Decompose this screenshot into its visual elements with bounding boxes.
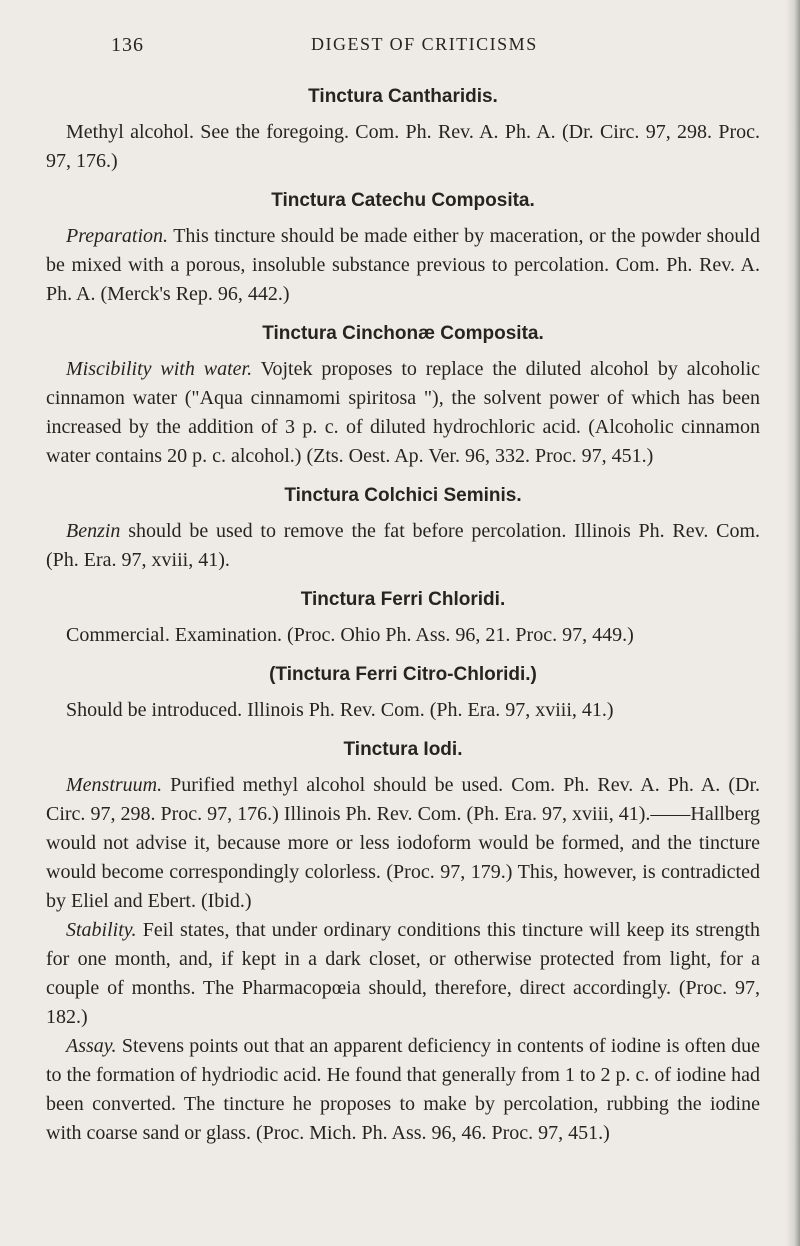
paragraph-lead-italic: Miscibility with water. — [66, 358, 253, 380]
entry-heading: Tinctura Cinchonæ Composita. — [262, 323, 544, 344]
paragraph-text: Stevens points out that an apparent deficiency in contents of iodine is often due to the formation of hydriodic acid. He found that generally from 1 to 2 p. c. of iodine had been converted. The tincture he proposes to make by percolation, rubbing the iodine with coarse sand or glass. (Proc. Mich. Ph. Ass. 96, 46. Proc. 97, 451.) — [46, 1035, 760, 1144]
paragraph-lead-italic: Stability. — [66, 919, 137, 941]
entry-heading: Tinctura Cantharidis. — [308, 86, 498, 107]
entry-paragraph — [46, 696, 760, 725]
running-head — [46, 34, 760, 74]
entry-section — [46, 323, 760, 471]
entry-paragraph — [46, 1032, 760, 1148]
entry-paragraph — [46, 355, 760, 471]
entry-paragraph — [46, 222, 760, 309]
entry-section — [46, 190, 760, 309]
page-content — [46, 0, 760, 1162]
entry-section — [46, 485, 760, 575]
entry-heading: (Tinctura Ferri Citro-Chloridi.) — [269, 664, 537, 685]
entry-paragraph — [46, 118, 760, 176]
entry-body — [46, 771, 760, 1148]
paragraph-text: should be used to remove the fat before percolation. Illinois Ph. Rev. Com. (Ph. Era. 97, xviii, 41). — [46, 520, 760, 571]
page-number: 136 — [111, 34, 144, 56]
entry-heading: Tinctura Colchici Seminis. — [284, 485, 522, 506]
entry-body — [46, 621, 760, 650]
entry-body — [46, 517, 760, 575]
paragraph-lead-italic: Benzin — [66, 520, 121, 542]
entry-heading: Tinctura Catechu Composita. — [271, 190, 535, 211]
entry-section — [46, 739, 760, 1148]
entry-section — [46, 664, 760, 725]
paragraph-lead-italic: Menstruum. — [66, 774, 163, 796]
entry-heading: Tinctura Ferri Chloridi. — [300, 589, 506, 610]
paragraph-text: Purified methyl alcohol should be used. Com. Ph. Rev. A. Ph. A. (Dr. Circ. 97, 298. Proc. 97, 176.) Illinois Ph. Rev. Com. (Ph. Era. 97, xviii, 41).——Hallberg would not advise it, because more or less iodoform would be formed, and the tincture would become correspondingly colorless. (Proc. 97, 179.) This, however, is contradicted by Eliel and Ebert. (Ibid.) — [46, 774, 760, 912]
paragraph-lead-italic: Preparation. — [66, 225, 169, 247]
paragraph-lead-italic: Assay. — [66, 1035, 117, 1057]
entry-body — [46, 355, 760, 471]
entry-section — [46, 589, 760, 650]
entry-paragraph — [46, 621, 760, 650]
paragraph-text: Vojtek proposes to replace the diluted alcohol by alcoholic cinnamon water ("Aqua cinnamomi spiritosa "), the solvent power of which has been increased by the addition of 3 p. c. of diluted hydrochloric acid. (Alcoholic cinnamon water contains 20 p. c. alcohol.) (Zts. Oest. Ap. Ver. 96, 332. Proc. 97, 451.) — [46, 358, 760, 467]
entry-paragraph — [46, 916, 760, 1032]
entry-body — [46, 118, 760, 176]
paragraph-text: Methyl alcohol. See the foregoing. Com. Ph. Rev. A. Ph. A. (Dr. Circ. 97, 298. Proc. 97, 176.) — [46, 121, 760, 172]
paragraph-text: Commercial. Examination. (Proc. Ohio Ph. Ass. 96, 21. Proc. 97, 449.) — [66, 624, 634, 646]
running-title: DIGEST OF CRITICISMS — [311, 34, 538, 54]
entry-paragraph — [46, 517, 760, 575]
entry-section — [46, 86, 760, 176]
entry-paragraph — [46, 771, 760, 916]
entry-body — [46, 222, 760, 309]
paragraph-text: Feil states, that under ordinary conditions this tincture will keep its strength for one month, and, if kept in a dark closet, or otherwise protected from light, for a couple of months. The Pharmacopœia should, therefore, direct accordingly. (Proc. 97, 182.) — [46, 919, 760, 1028]
paragraph-text: This tincture should be made either by maceration, or the powder should be mixed with a porous, insoluble substance previous to percolation. Com. Ph. Rev. A. Ph. A. (Merck's Rep. 96, 442.) — [46, 225, 760, 305]
paragraph-text: Should be introduced. Illinois Ph. Rev. Com. (Ph. Era. 97, xviii, 41.) — [66, 699, 614, 721]
entry-body — [46, 696, 760, 725]
page-edge-shadow — [786, 0, 800, 1246]
entry-heading: Tinctura Iodi. — [343, 739, 463, 760]
entries-list — [46, 86, 760, 1148]
